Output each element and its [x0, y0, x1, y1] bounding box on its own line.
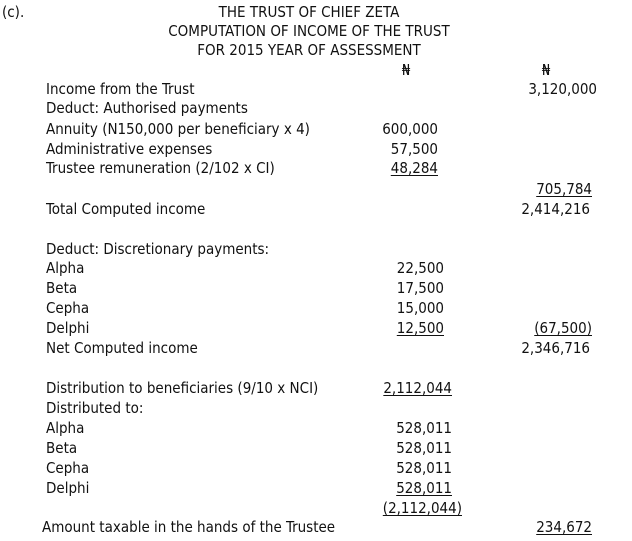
section-label: (c).	[2, 3, 25, 21]
taxable-amount-total: 234,672	[536, 518, 592, 536]
computation-title: COMPUTATION OF INCOME OF THE TRUST	[168, 22, 450, 40]
distribution-label: Distribution to beneficiaries (9/10 x NCI)	[46, 379, 319, 397]
discretionary-payments-total: (67,500)	[534, 319, 592, 337]
dist-beta-amount: 528,011	[396, 439, 452, 457]
dist-alpha-amount: 528,011	[396, 419, 452, 437]
disc-cepha-label: Cepha	[46, 299, 90, 317]
discretionary-payments-label: Deduct: Discretionary payments:	[46, 240, 270, 258]
income-total: 3,120,000	[528, 80, 597, 98]
disc-beta-amount: 17,500	[396, 279, 444, 297]
distributed-total-amount: (2,112,044)	[382, 499, 462, 517]
disc-alpha-amount: 22,500	[396, 259, 444, 277]
total-computed-income-label: Total Computed income	[46, 200, 206, 218]
disc-cepha-amount: 15,000	[396, 299, 444, 317]
dist-cepha-label: Cepha	[46, 459, 90, 477]
net-computed-income-label: Net Computed income	[46, 339, 198, 357]
trust-title: THE TRUST OF CHIEF ZETA	[218, 3, 400, 21]
distributed-to-label: Distributed to:	[46, 399, 144, 417]
assessment-year-title: FOR 2015 YEAR OF ASSESSMENT	[197, 41, 421, 59]
admin-expenses-label: Administrative expenses	[46, 140, 213, 158]
authorised-payments-total: 705,784	[536, 180, 592, 198]
dist-delphi-amount: 528,011	[396, 479, 452, 497]
naira-symbol-col1: ₦	[401, 61, 411, 79]
disc-delphi-label: Delphi	[46, 319, 90, 337]
trustee-remuneration-amount: 48,284	[390, 159, 438, 177]
admin-expenses-amount: 57,500	[390, 140, 438, 158]
dist-beta-label: Beta	[46, 439, 78, 457]
total-computed-income-total: 2,414,216	[521, 200, 590, 218]
disc-alpha-label: Alpha	[46, 259, 85, 277]
distribution-amount: 2,112,044	[383, 379, 452, 397]
disc-delphi-amount: 12,500	[396, 319, 444, 337]
taxable-amount-label: Amount taxable in the hands of the Trustee	[42, 518, 336, 536]
disc-beta-label: Beta	[46, 279, 78, 297]
annuity-amount: 600,000	[382, 120, 438, 138]
authorised-payments-label: Deduct: Authorised payments	[46, 99, 248, 117]
dist-delphi-label: Delphi	[46, 479, 90, 497]
income-label: Income from the Trust	[46, 80, 195, 98]
annuity-label: Annuity (N150,000 per beneficiary x 4)	[46, 120, 310, 138]
trustee-remuneration-label: Trustee remuneration (2/102 x CI)	[46, 159, 275, 177]
net-computed-income-total: 2,346,716	[521, 339, 590, 357]
dist-cepha-amount: 528,011	[396, 459, 452, 477]
dist-alpha-label: Alpha	[46, 419, 85, 437]
naira-symbol-col2: ₦	[541, 61, 551, 79]
